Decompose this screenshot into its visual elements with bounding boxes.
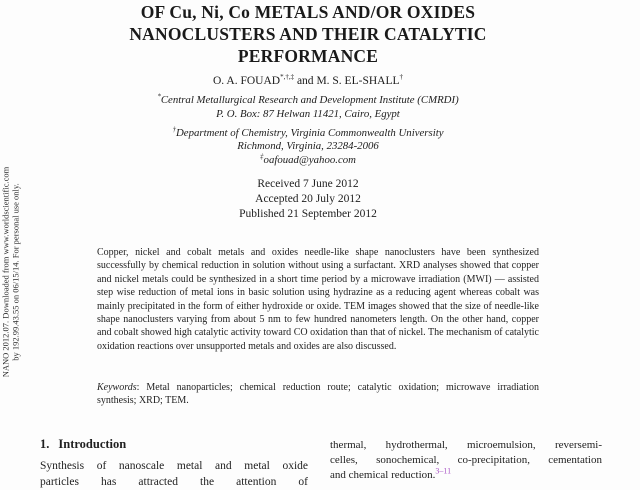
citation-link[interactable]: 3–11 bbox=[435, 466, 452, 476]
affiliation-1-line-2: P. O. Box: 87 Helwan 11421, Cairo, Egypt bbox=[216, 107, 400, 120]
title-line-1: OF Cu, Ni, Co METALS AND/OR OXIDES bbox=[140, 2, 476, 22]
authors-connector: and bbox=[294, 75, 317, 87]
section-number: 1. bbox=[40, 437, 50, 451]
intro-right-line-2: celles, sonochemical, co-precipitation, cementation bbox=[330, 454, 602, 467]
article-history bbox=[18, 177, 598, 223]
accepted-date: Accepted 20 July 2012 bbox=[255, 193, 361, 206]
column-left bbox=[40, 437, 308, 490]
intro-left-line-1: Synthesis of nanoscale metal and metal oxide bbox=[40, 460, 308, 472]
affiliation-2-mark: † bbox=[172, 125, 176, 133]
affiliation-2-line-1 bbox=[18, 127, 598, 141]
abstract-text: Copper, nickel and cobalt metals and oxides needle-like shape nanoclusters have been synthesized successfully by chemical reduction in solution without using a surfactant. XRD analyses showed that copper and nickel metals could be synthesized in a short time period by a microwave irradiation (MWI) — assisted step wise reduction of metal ions in basic solution using hydrazine as a reducing agent whereas cobalt was mainly precipitated in the form of either hydroxide or oxide. TEM images showed that the size of needle-like shape nanoclusters varying from about 5 nm to few hundred nanometers length. On the other hand, copper and cobalt showed high catalytic activity toward CO oxidation than that of nickel. The mechanism of catalytic oxidation reactions over unsupported metals and oxides are also discussed. bbox=[97, 247, 539, 352]
author-2-marks: † bbox=[399, 73, 403, 82]
column-right bbox=[330, 438, 602, 484]
section-heading-introduction bbox=[40, 437, 308, 452]
intro-right-line-3 bbox=[330, 468, 602, 483]
author-email bbox=[18, 154, 598, 168]
email-text: oafouad@yahoo.com bbox=[263, 154, 356, 167]
author-1-marks: *,†,‡ bbox=[280, 73, 295, 82]
affiliations bbox=[18, 94, 598, 168]
received-date: Received 7 June 2012 bbox=[257, 178, 359, 190]
intro-right-line-1: thermal, hydrothermal, microemulsion, reversemi- bbox=[330, 439, 602, 451]
section-label: Introduction bbox=[58, 437, 127, 451]
paper-title bbox=[18, 1, 598, 67]
affiliation-2-line-2: Richmond, Virginia, 23284-2006 bbox=[237, 140, 379, 153]
affiliation-1-text: Central Metallurgical Research and Development Institute (CMRDI) bbox=[160, 94, 459, 106]
watermark-line-1: NANO 2012.07. Downloaded from www.worldscientific.com bbox=[0, 166, 11, 378]
keywords-label: Keywords bbox=[97, 382, 137, 393]
title-line-3: PERFORMANCE bbox=[237, 46, 379, 66]
intro-right-line-3-text: and chemical reduction. bbox=[330, 469, 436, 482]
published-date: Published 21 September 2012 bbox=[239, 208, 377, 221]
author-1: O. A. FOUAD bbox=[212, 75, 281, 87]
affiliation-1-mark: * bbox=[157, 92, 161, 101]
affiliation-1-line-1 bbox=[18, 94, 598, 108]
title-line-2: NANOCLUSTERS AND THEIR CATALYTIC bbox=[129, 24, 487, 44]
intro-left-line-2: particles has attracted the attention of bbox=[40, 476, 308, 488]
authors-line bbox=[18, 75, 598, 87]
keywords-line bbox=[97, 381, 539, 408]
watermark-line-2: by 192.99.43.55 on 06/15/14. For personal use only. bbox=[10, 183, 20, 361]
keywords-text: : Metal nanoparticles; chemical reduction route; catalytic oxidation; microwave irradiation synthesis; XRD; TEM. bbox=[97, 382, 539, 407]
author-2: M. S. EL-SHALL bbox=[316, 75, 400, 87]
email-mark: ‡ bbox=[260, 152, 264, 161]
affiliation-2-text: Department of Chemistry, Virginia Commonwealth University bbox=[175, 126, 444, 139]
